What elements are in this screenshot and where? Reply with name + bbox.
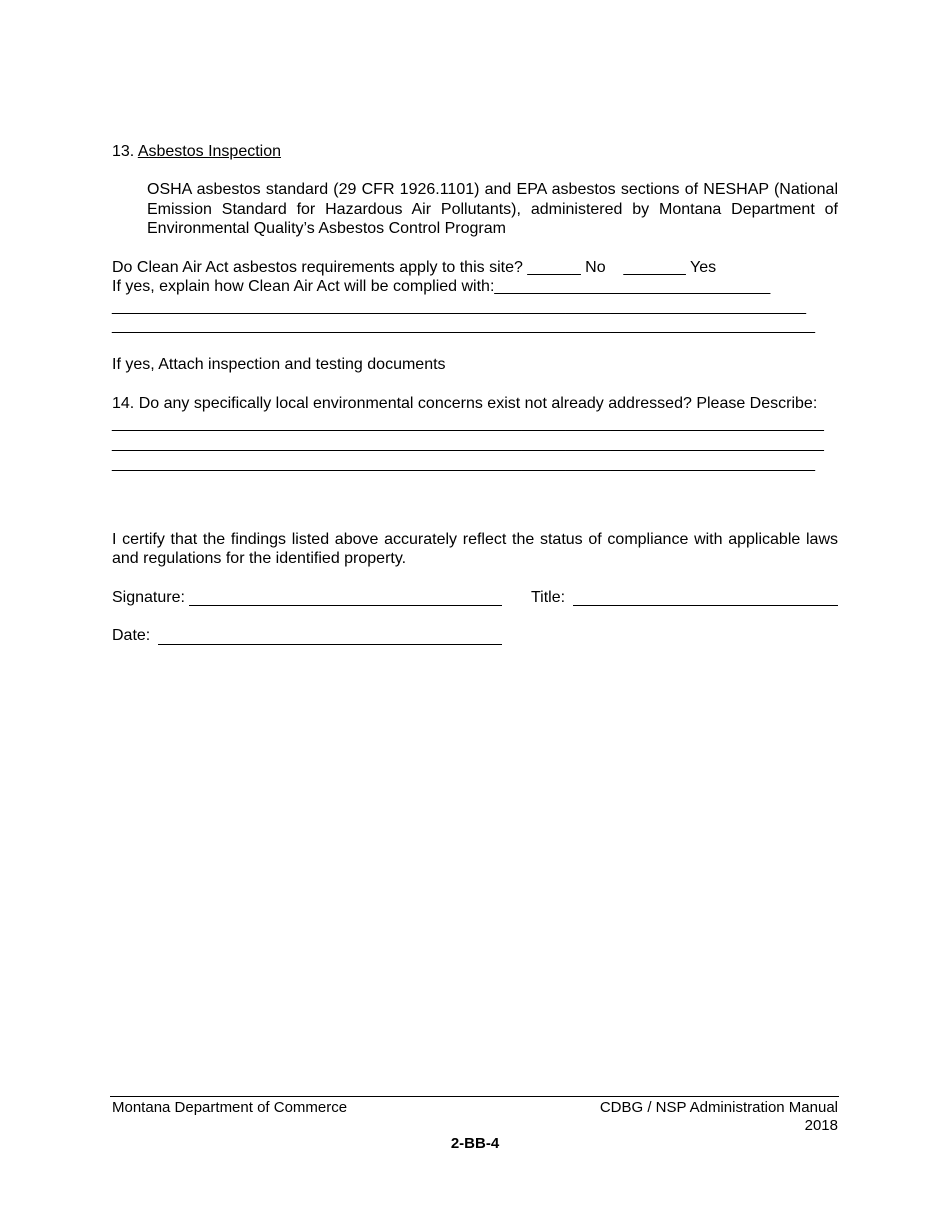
no-answer-blank[interactable]: ______ [527, 259, 581, 276]
footer-right-text: CDBG / NSP Administration Manual [599, 1099, 838, 1116]
yes-answer-blank[interactable]: _______ [623, 259, 686, 276]
footer-year: 2018 [804, 1117, 838, 1134]
title-label: Title: [531, 589, 566, 606]
explain-compliance-blank[interactable]: _______________________________ [494, 278, 771, 295]
section-13-title: Asbestos Inspection [137, 143, 282, 160]
signature-line[interactable] [189, 605, 502, 606]
page-number: 2-BB-4 [450, 1135, 500, 1152]
section-14-line-1[interactable]: ________________________________________________________________________________ [112, 415, 824, 432]
certification-statement: I certify that the findings listed above accurately reflect the status of compliance with applicable laws and regulations for the identified property. [112, 531, 838, 567]
attach-documents-note: If yes, Attach inspection and testing documents [112, 356, 446, 373]
signature-label: Signature: [112, 589, 185, 606]
date-line[interactable] [158, 644, 502, 645]
yes-label: Yes [689, 259, 717, 276]
footer-divider [110, 1096, 839, 1097]
section-14-question: 14. Do any specifically local environmental concerns exist not already addressed? Please Describe: [112, 395, 818, 412]
section-14-line-2[interactable]: ________________________________________________________________________________ [112, 435, 824, 452]
section-13-heading [112, 142, 281, 161]
date-label: Date: [112, 627, 151, 644]
explain-compliance-row [112, 277, 770, 296]
section-14-line-3[interactable]: _______________________________________________________________________________ [112, 455, 815, 472]
clean-air-act-question: Do Clean Air Act asbestos requirements apply to this site? [112, 259, 523, 276]
title-line[interactable] [573, 605, 838, 606]
footer-left-text: Montana Department of Commerce [112, 1099, 348, 1116]
asbestos-standard-paragraph: OSHA asbestos standard (29 CFR 1926.1101) and EPA asbestos sections of NESHAP (National Emission Standard for Hazardous Air Pollutants), administered by Montana Department of Environmental Quality’s Asbestos Control Program [147, 181, 838, 237]
clean-air-act-question-row [112, 258, 716, 277]
explain-compliance-line-3[interactable]: _______________________________________________________________________________ [112, 317, 815, 334]
section-13-number: 13. [112, 143, 135, 160]
explain-compliance-prompt: If yes, explain how Clean Air Act will be complied with: [112, 278, 495, 295]
explain-compliance-line-2[interactable]: ______________________________________________________________________________ [112, 298, 807, 315]
no-label: No [585, 259, 606, 276]
